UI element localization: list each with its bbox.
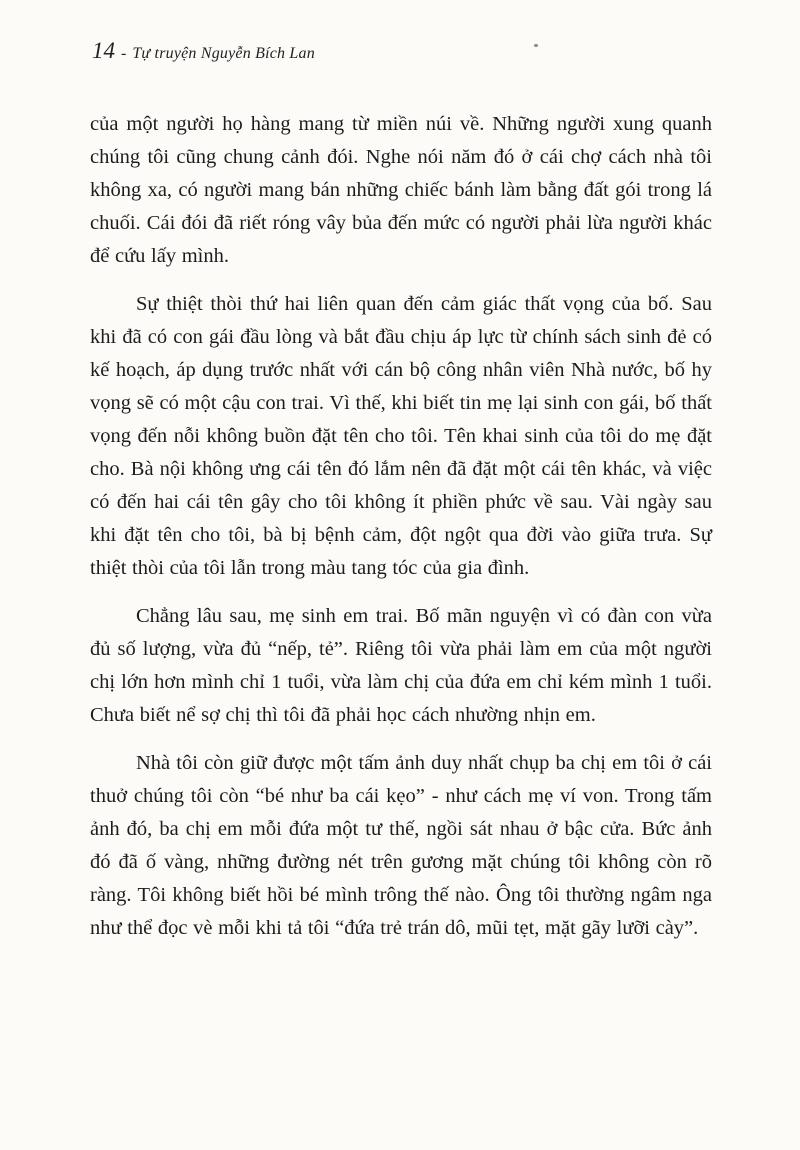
page-body [90,108,712,960]
header-separator: - [121,45,127,62]
body-paragraph: Sự thiệt thòi thứ hai liên quan đến cảm giác thất vọng của bố. Sau khi đã có con gái đầu lòng và bắt đầu chịu áp lực từ chính sách sinh đẻ có kế hoạch, áp dụng trước nhất với cán bộ công nhân viên Nhà nước, bố hy vọng sẽ có một cậu con trai. Vì thế, khi biết tin mẹ lại sinh con gái, bố thất vọng đến nỗi không buồn đặt tên cho tôi. Tên khai sinh của tôi do mẹ đặt cho. Bà nội không ưng cái tên đó lắm nên đã đặt một cái tên khác, và việc có đến hai cái tên gây cho tôi không ít phiền phức về sau. Vài ngày sau khi đặt tên cho tôi, bà bị bệnh cảm, đột ngột qua đời vào giữa trưa. Sự thiệt thòi của tôi lẫn trong màu tang tóc của gia đình. [90,293,712,579]
body-paragraph: Nhà tôi còn giữ được một tấm ảnh duy nhất chụp ba chị em tôi ở cái thuở chúng tôi còn “bé như ba cái kẹo” - như cách mẹ ví von. Trong tấm ảnh đó, ba chị em mỗi đứa một tư thế, ngồi sát nhau ở bậc cửa. Bức ảnh đó đã ố vàng, những đường nét trên gương mặt chúng tôi không còn rõ ràng. Tôi không biết hồi bé mình trông thế nào. Ông tôi thường ngâm nga như thể đọc vè mỗi khi tả tôi “đứa trẻ trán dô, mũi tẹt, mặt gãy lưỡi cày”. [90,752,712,939]
scan-speck [534,44,538,47]
body-paragraph: của một người họ hàng mang từ miền núi về. Những người xung quanh chúng tôi cũng chung cảnh đói. Nghe nói năm đó ở cái chợ cách nhà tôi không xa, có người mang bán những chiếc bánh làm bằng đất gói trong lá chuối. Cái đói đã riết róng vây bủa đến mức có người phải lừa người khác để cứu lấy mình. [90,113,712,267]
body-paragraph: Chẳng lâu sau, mẹ sinh em trai. Bố mãn nguyện vì có đàn con vừa đủ số lượng, vừa đủ “nếp, tẻ”. Riêng tôi vừa phải làm em của một người chị lớn hơn mình chỉ 1 tuổi, vừa làm chị của đứa em chỉ kém mình 1 tuổi. Chưa biết nể sợ chị thì tôi đã phải học cách nhường nhịn em. [90,605,712,726]
book-title: Tự truyện Nguyễn Bích Lan [132,45,315,62]
running-header [92,38,315,64]
page-number: 14 [92,38,115,63]
